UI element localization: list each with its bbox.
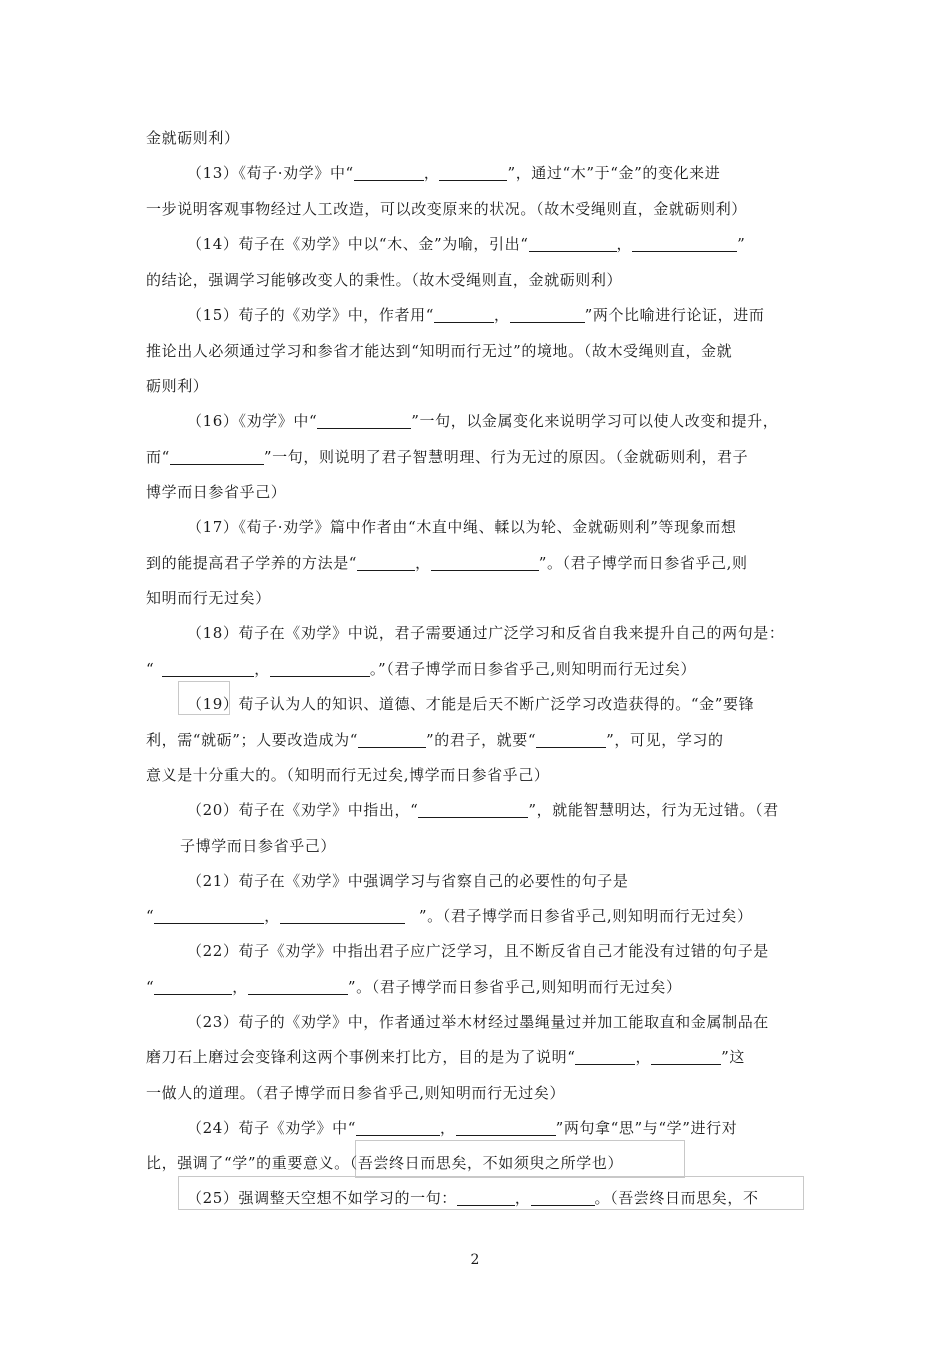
answer-blank[interactable] [531,1189,595,1206]
question-14-line-1: （14）荀子在《劝学》中以“木、金”为喻，引出“ ， ” [187,235,746,253]
question-17-line-2: 到的能提高君子学养的方法是“ ， ”。（君子博学而日参省乎己,则 [146,554,748,572]
answer-blank[interactable] [575,1048,635,1065]
question-19-line-1: （19）荀子认为人的知识、道德、才能是后天不断广泛学习改造获得的。“金”要锋 [187,695,755,713]
question-22-line-2: “ ， ”。（君子博学而日参省乎己,则知明而行无过矣） [146,978,682,996]
question-18-line-2: “ ， 。”（君子博学而日参省乎己,则知明而行无过矣） [146,660,697,678]
question-25-line-1: （25）强调整天空想不如学习的一句： ， 。（吾尝终日而思矣，不 [187,1189,759,1207]
question-17-line-1: （17）《荀子·劝学》篇中作者由“木直中绳、輮以为轮、金就砺则利”等现象而想 [187,518,737,536]
answer-blank[interactable] [154,978,232,995]
answer-blank[interactable] [248,978,348,995]
answer-blank[interactable] [162,660,254,677]
answer-blank[interactable] [434,306,494,323]
question-16-line-3: 博学而日参省乎己） [146,483,287,501]
question-22-line-1: （22）荀子《劝学》中指出君子应广泛学习，且不断反省自己才能没有过错的句子是 [187,942,769,960]
question-23-line-3: 一做人的道理。（君子博学而日参省乎己,则知明而行无过矣） [146,1084,566,1102]
answer-blank[interactable] [357,554,415,571]
answer-blank[interactable] [354,164,424,181]
page-number: 2 [470,1252,480,1268]
question-13-line-1: （13）《荀子·劝学》中“ ， ”，通过“木”于“金”的变化来进 [187,164,721,182]
answer-blank[interactable] [280,907,405,924]
question-15-line-1: （15）荀子的《劝学》中，作者用“ ， ”两个比喻进行论证，进而 [187,306,765,324]
answer-blank[interactable] [418,801,528,818]
question-14-line-2: 的结论，强调学习能够改变人的秉性。（故木受绳则直，金就砺则利） [146,271,623,289]
answer-blank[interactable] [457,1189,515,1206]
answer-blank[interactable] [170,448,264,465]
answer-blank[interactable] [270,660,370,677]
question-15-line-2: 推论出人必须通过学习和参省才能达到“知明而行无过”的境地。（故木受绳则直，金就 [146,342,733,360]
answer-blank[interactable] [356,1119,440,1136]
answer-blank[interactable] [510,306,585,323]
answer-blank[interactable] [358,731,426,748]
answer-blank[interactable] [154,907,264,924]
question-24-line-1: （24）荀子《劝学》中“ ， ”两句拿“思”与“学”进行对 [187,1119,738,1137]
answer-blank[interactable] [317,412,411,429]
answer-blank[interactable] [431,554,539,571]
question-16-line-2: 而“ ”一句，则说明了君子智慧明理、行为无过的原因。（金就砺则利，君子 [146,448,749,466]
question-20-line-2: 子博学而日参省乎己） [180,837,337,855]
text-line: 金就砺则利） [146,129,240,147]
question-17-line-3: 知明而行无过矣） [146,589,271,607]
answer-blank[interactable] [651,1048,721,1065]
answer-blank[interactable] [529,235,617,252]
question-20-line-1: （20）荀子在《劝学》中指出，“ ”，就能智慧明达，行为无过错。（君 [187,801,779,819]
question-19-line-3: 意义是十分重大的。（知明而行无过矣,博学而日参省乎己） [146,766,550,784]
answer-blank[interactable] [632,235,737,252]
question-21-line-1: （21）荀子在《劝学》中强调学习与省察自己的必要性的句子是 [187,872,629,890]
question-21-line-2: “ ， ”。（君子博学而日参省乎己,则知明而行无过矣） [146,907,753,925]
question-19-line-2: 利，需“就砺”；人要改造成为“ ”的君子，就要“ ”，可见，学习的 [146,731,724,749]
answer-blank[interactable] [439,164,507,181]
question-24-line-2: 比，强调了“学”的重要意义。（吾尝终日而思矣，不如须臾之所学也） [146,1154,624,1172]
answer-blank[interactable] [456,1119,556,1136]
question-23-line-1: （23）荀子的《劝学》中，作者通过举木材经过墨绳量过并加工能取直和金属制品在 [187,1013,769,1031]
question-13-line-2: 一步说明客观事物经过人工改造，可以改变原来的状况。（故木受绳则直，金就砺则利） [146,200,747,218]
question-15-line-3: 砺则利） [146,377,209,395]
question-23-line-2: 磨刀石上磨过会变锋利这两个事例来打比方，目的是为了说明“ ， ”这 [146,1048,745,1066]
question-16-line-1: （16）《劝学》中“ ”一句，以金属变化来说明学习可以使人改变和提升， [187,412,779,430]
question-18-line-1: （18）荀子在《劝学》中说，君子需要通过广泛学习和反省自我来提升自己的两句是： [187,624,785,642]
answer-blank[interactable] [536,731,606,748]
